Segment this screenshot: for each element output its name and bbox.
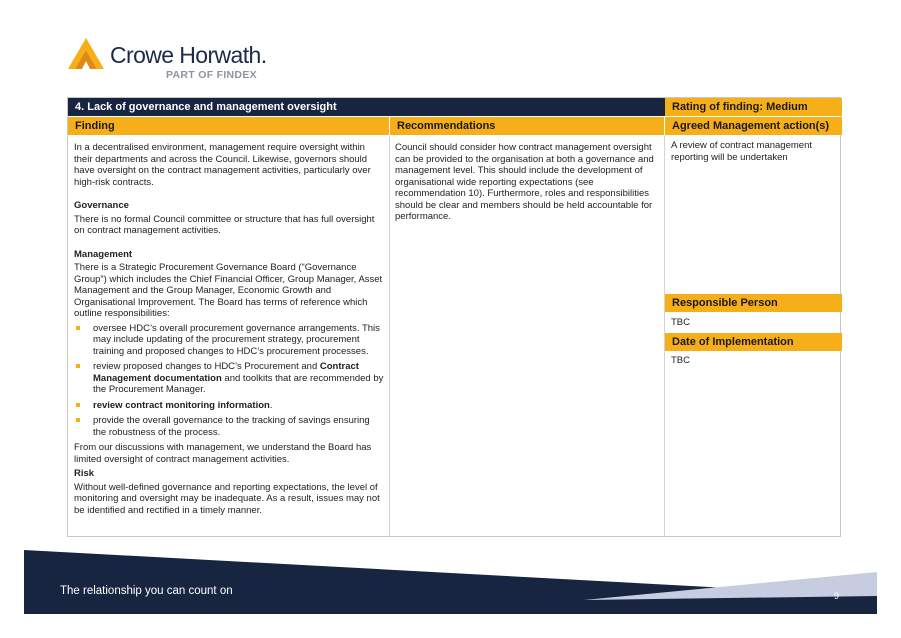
management-heading: Management — [74, 248, 133, 260]
section-title: 4. Lack of governance and management oversight — [68, 98, 665, 116]
recommendation-content: Council should consider how contract management oversight can be provided to the organisation at both a governance and management level. This should include the development of organisational wide reporting expectations (see recommendation 10). Furthermore, roles and responsibilities should be clear and members should be held accountable for performance. — [395, 142, 654, 222]
crowe-chevron-logo-icon — [68, 38, 104, 70]
list-item: provide the overall governance to the tracking of savings ensuring the robustness of the process. — [74, 415, 384, 438]
company-subtitle: PART OF FINDEX — [166, 69, 257, 81]
responsible-person-header: Responsible Person — [665, 294, 842, 312]
list-item: review contract monitoring information. — [74, 400, 384, 412]
responsibilities-list — [74, 323, 384, 439]
finding-intro: In a decentralised environment, management require oversight within their departments and across the Council. Likewise, governors should have oversight on the contract management activities, particularly over high-risk contracts. — [74, 142, 371, 188]
footer-graphic — [24, 550, 877, 614]
finding-column-header: Finding — [68, 117, 389, 135]
agreed-action-column-header: Agreed Management action(s) — [665, 117, 842, 135]
page-number: 9 — [834, 591, 840, 601]
company-name: Crowe Horwath. — [110, 42, 267, 68]
company-logo — [68, 38, 268, 83]
governance-heading: Governance — [74, 200, 129, 211]
recommendations-column-header: Recommendations — [390, 117, 664, 135]
risk-text: Without well-defined governance and reporting expectations, the level of monitoring and oversight may be inadequate. As a result, issues may not be identified and rectified in a timely manner. — [74, 481, 380, 516]
risk-heading: Risk — [74, 468, 95, 479]
column-divider — [389, 135, 390, 536]
date-of-implementation-value: TBC — [671, 355, 690, 366]
rating-header: Rating of finding: Medium — [665, 98, 842, 116]
list-item: oversee HDC’s overall procurement governance arrangements. This may include updating of the procurement strategy, procurement training and proposed changes to HDC’s procurement processes. — [74, 323, 384, 358]
agreed-action-text: A review of contract management reporting will be undertaken — [671, 140, 812, 163]
management-text: There is a Strategic Procurement Governance Board (“Governance Group”) which includes the Chief Financial Officer, Group Manager, Asset Management and the Group Manager, Economic Growth and Organisational Improvement. The Board has terms of reference which outline responsibilities: — [74, 262, 383, 319]
footer-tagline: The relationship you can count on — [60, 585, 233, 597]
footer-navy-shape — [24, 550, 877, 614]
footer-band — [24, 550, 877, 614]
date-of-implementation-header: Date of Implementation — [665, 333, 842, 351]
governance-text: There is no formal Council committee or structure that has full oversight on contract management activities. — [74, 213, 375, 236]
finding-content — [74, 142, 384, 519]
finding-table — [67, 97, 841, 537]
list-item: review proposed changes to HDC’s Procurement and Contract Management documentation and toolkits that are recommended by the Procurement Manager. — [74, 361, 384, 396]
responsible-person-value: TBC — [671, 317, 690, 328]
discussion-text: From our discussions with management, we understand the Board has limited oversight of contract management activities. — [74, 442, 372, 465]
